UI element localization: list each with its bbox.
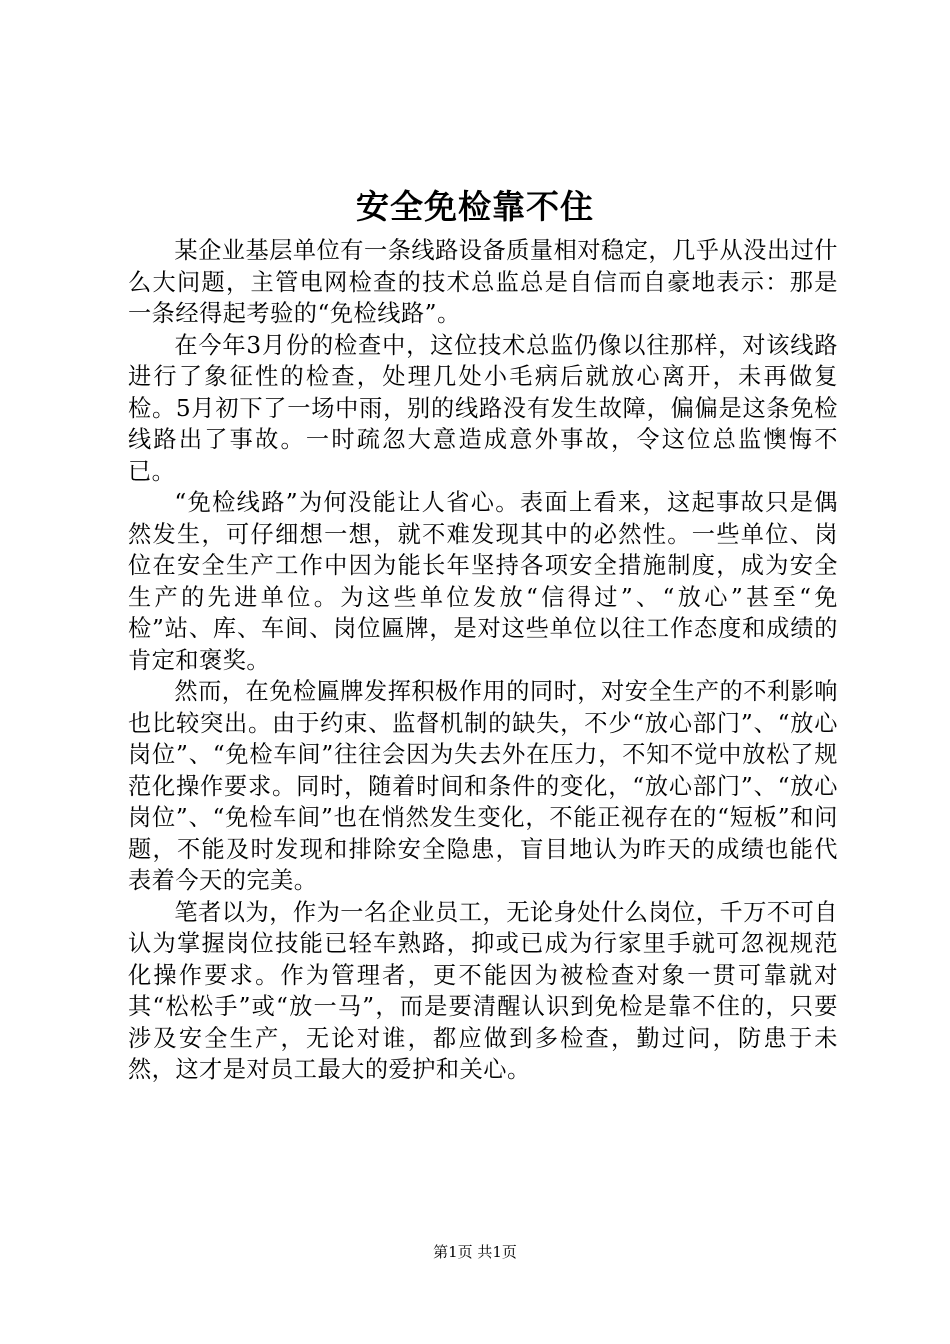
paragraph-2: 在今年3月份的检查中，这位技术总监仍像以往那样，对该线路进行了象征性的检查，处理几处小毛病后就放心离开，未再做复检。5月初下了一场中雨，别的线路没有发生故障，偏偏是这条免检线路出了事故。一时疏忽大意造成意外事故，令这位总监懊悔不已。 [128, 331, 838, 485]
document-body [128, 235, 838, 1086]
paragraph-5: 笔者以为，作为一名企业员工，无论身处什么岗位，千万不可自认为掌握岗位技能已轻车熟路，抑或已成为行家里手就可忽视规范化操作要求。作为管理者，更不能因为被检查对象一贯可靠就对其“松松手”或“放一马”，而是要清醒认识到免检是靠不住的，只要涉及安全生产，无论对谁，都应做到多检查，勤过问，防患于未然，这才是对员工最大的爱护和关心。 [128, 898, 838, 1083]
paragraph-1: 某企业基层单位有一条线路设备质量相对稳定，几乎从没出过什么大问题，主管电网检查的技术总监总是自信而自豪地表示：那是一条经得起考验的“免检线路”。 [128, 237, 838, 327]
page-footer: 第1页 共1页 [433, 1243, 517, 1261]
paragraph-3: “免检线路”为何没能让人省心。表面上看来，这起事故只是偶然发生，可仔细想一想，就不难发现其中的必然性。一些单位、岗位在安全生产工作中因为能长年坚持各项安全措施制度，成为安全生产的先进单位。为这些单位发放“信得过”、“放心”甚至“免检”站、库、车间、岗位匾牌，是对这些单位以往工作态度和成绩的肯定和褒奖。 [128, 489, 838, 674]
paragraph-4: 然而，在免检匾牌发挥积极作用的同时，对安全生产的不利影响也比较突出。由于约束、监督机制的缺失，不少“放心部门”、“放心岗位”、“免检车间”往往会因为失去外在压力，不知不觉中放松了规范化操作要求。同时，随着时间和条件的变化，“放心部门”、“放心岗位”、“免检车间”也在悄然发生变化，不能正视存在的“短板”和问题，不能及时发现和排除安全隐患，盲目地认为昨天的成绩也能代表着今天的完美。 [128, 678, 838, 894]
document-title: 安全免检靠不住 [356, 187, 594, 226]
